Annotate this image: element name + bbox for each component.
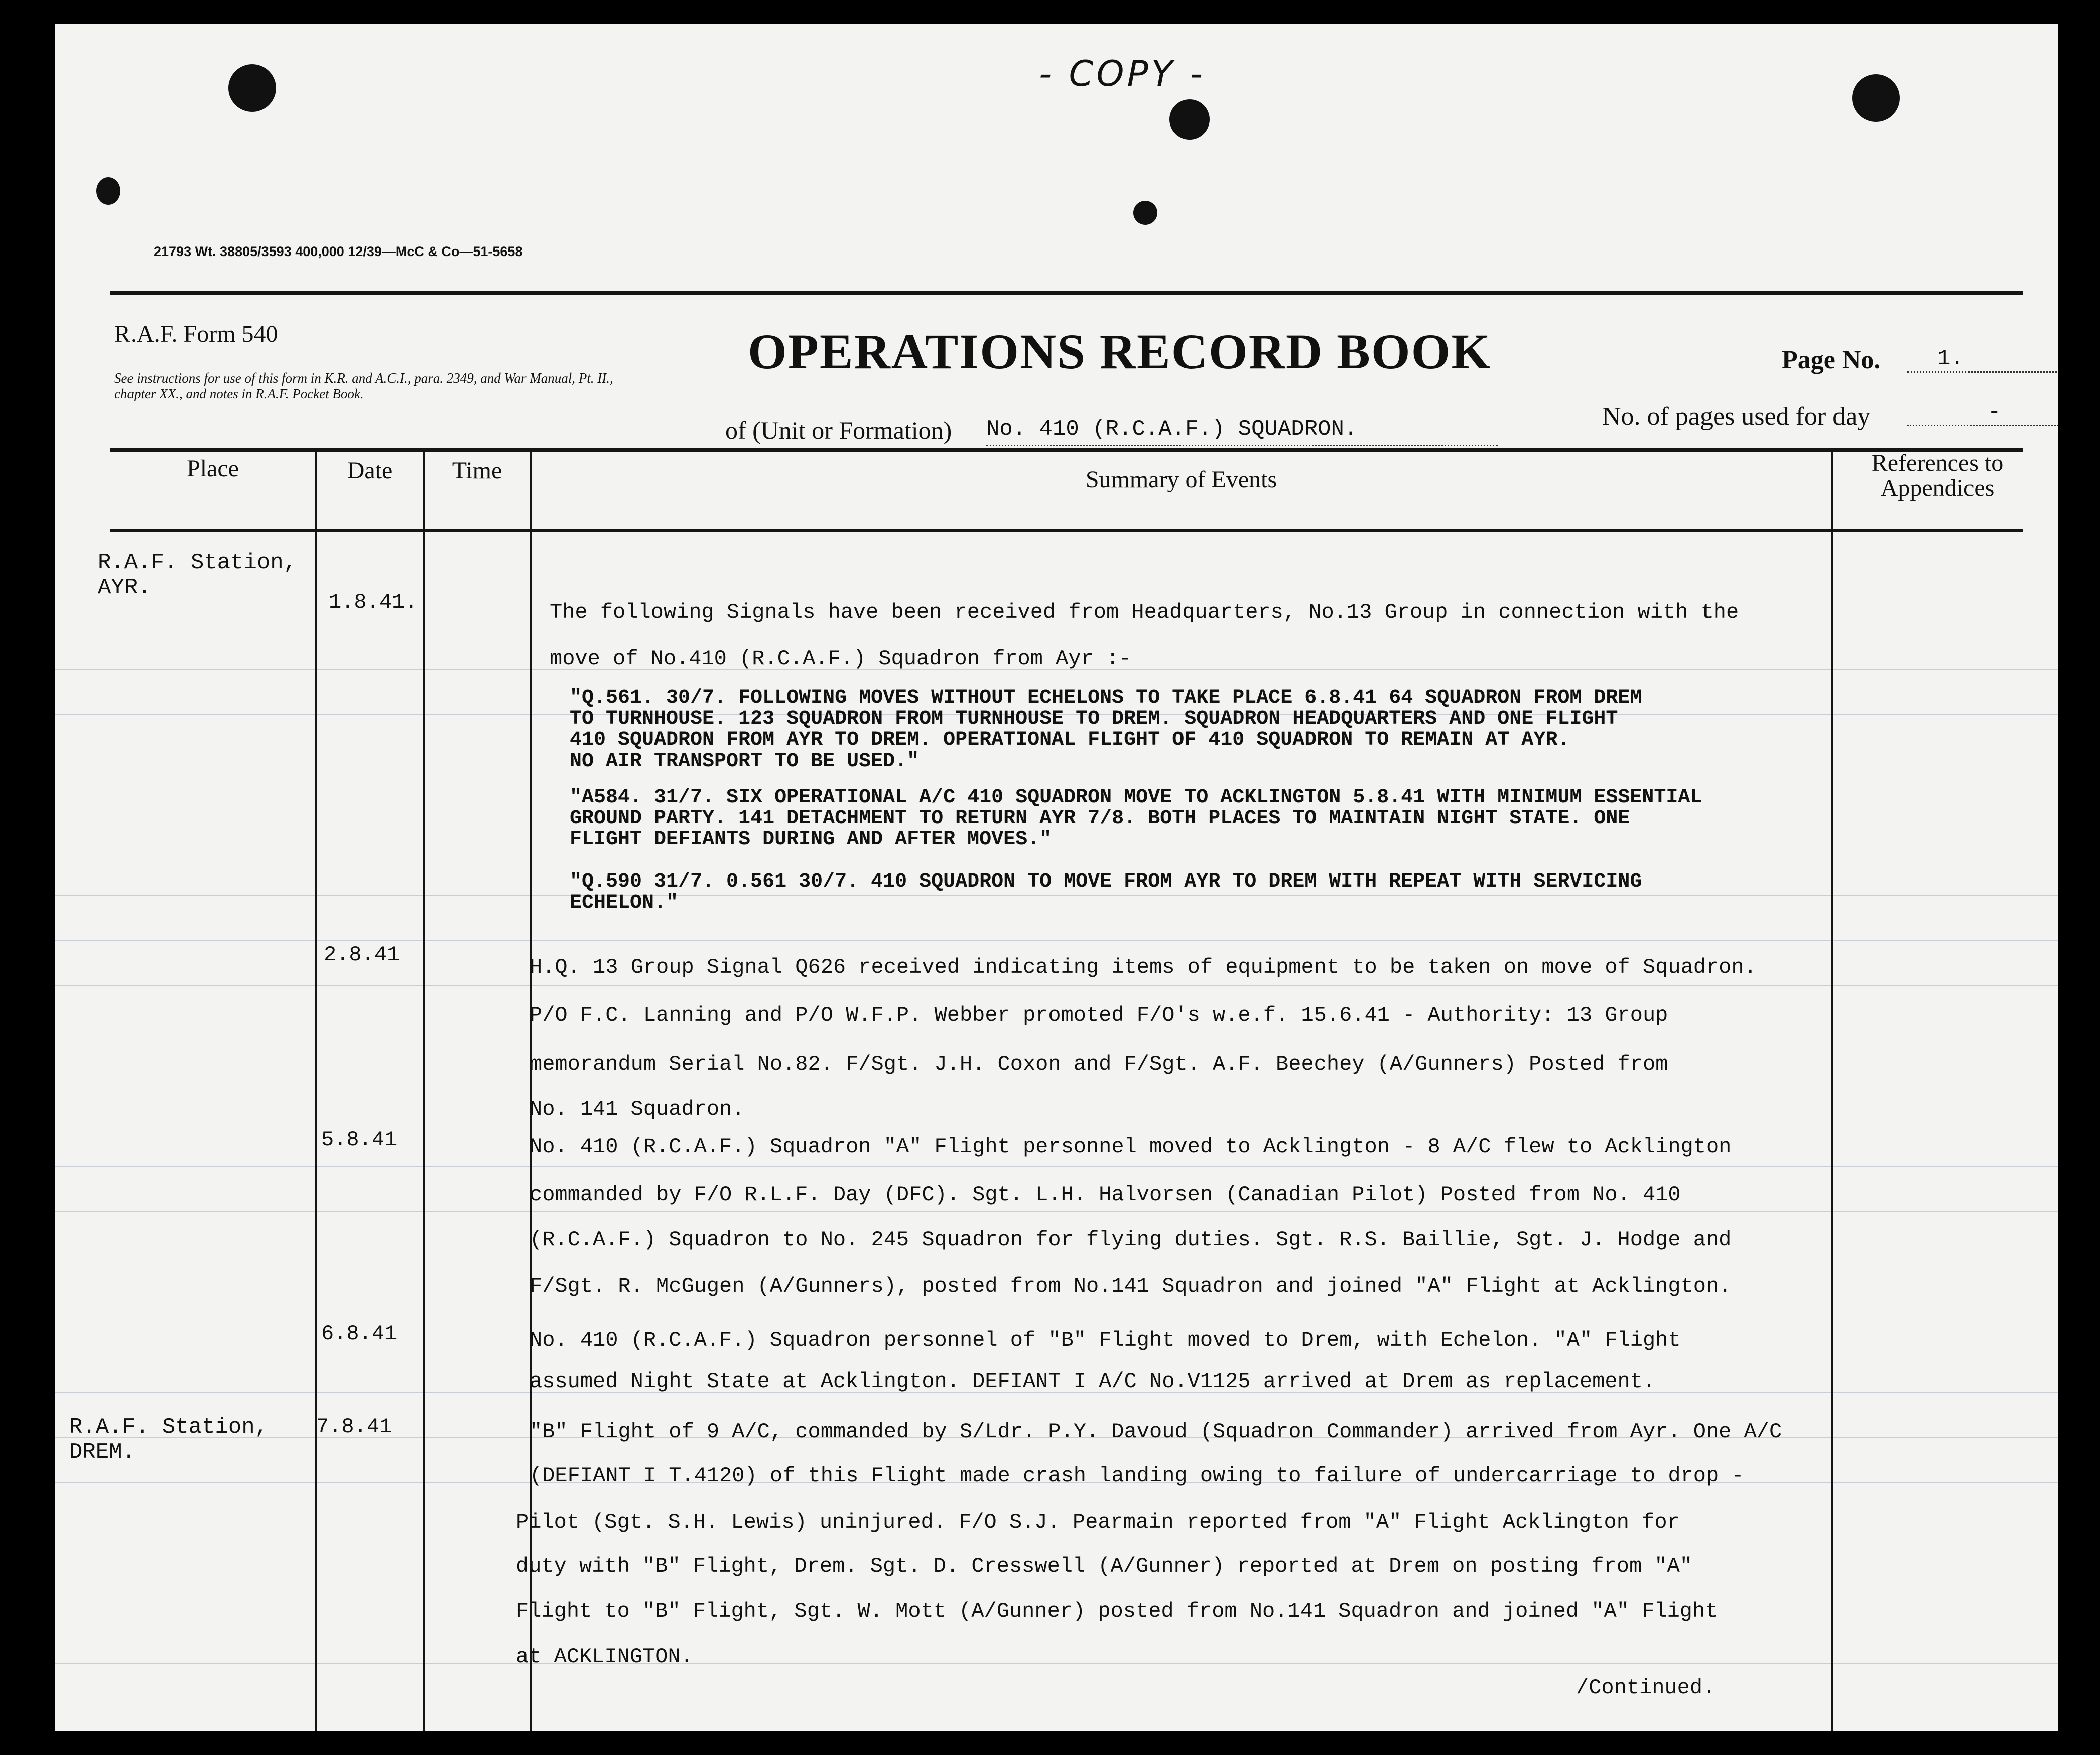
signal-line: ECHELON." (570, 892, 679, 914)
summary-line: H.Q. 13 Group Signal Q626 received indicating items of equipment to be taken on move of Squadron. (530, 955, 1757, 979)
page-number-value: 1. (1907, 346, 2058, 373)
place-ayr-line1: R.A.F. Station, (98, 550, 297, 575)
summary-line: No. 410 (R.C.A.F.) Squadron personnel of "B" Flight moved to Drem, with Echelon. "A" Flight (530, 1328, 1681, 1352)
copy-mark: - COPY - (1039, 53, 1206, 94)
form-number: R.A.F. Form 540 (114, 321, 278, 347)
pages-used-value: - (1907, 400, 2058, 426)
summary-line: Flight to "B" Flight, Sgt. W. Mott (A/Gunner) posted from No.141 Squadron and joined "A" Flight (516, 1599, 1718, 1623)
column-divider-place-date (315, 451, 317, 1731)
page-title: OPERATIONS RECORD BOOK (748, 324, 1492, 380)
date-entry: 7.8.41 (316, 1415, 392, 1439)
page-number-label: Page No. (1782, 346, 1881, 374)
binder-hole (1852, 74, 1900, 122)
top-rule (110, 291, 2023, 295)
summary-line: The following Signals have been received from Headquarters, No.13 Group in connection with the (550, 600, 1739, 624)
signal-line: 410 SQUADRON FROM AYR TO DREM. OPERATIONAL FLIGHT OF 410 SQUADRON TO REMAIN AT AYR. (570, 729, 1570, 751)
header-references: References to Appendices (1871, 450, 2004, 502)
summary-line: duty with "B" Flight, Drem. Sgt. D. Cresswell (A/Gunner) reported at Drem on posting from "A" (516, 1554, 1692, 1578)
summary-line: (R.C.A.F.) Squadron to No. 245 Squadron for flying duties. Sgt. R.S. Baillie, Sgt. J. Hodge and (530, 1228, 1732, 1252)
summary-line: (DEFIANT I T.4120) of this Flight made crash landing owing to failure of undercarriage to drop - (530, 1464, 1744, 1488)
signal-line: FLIGHT DEFIANTS DURING AND AFTER MOVES." (570, 828, 1052, 851)
summary-line: F/Sgt. R. McGugen (A/Gunners), posted from No.141 Squadron and joined "A" Flight at Acklington. (530, 1274, 1732, 1298)
continued-note: /Continued. (1576, 1676, 1716, 1700)
summary-line: Pilot (Sgt. S.H. Lewis) uninjured. F/O S.J. Pearmain reported from "A" Flight Acklington for (516, 1510, 1680, 1534)
record-page (55, 24, 2058, 1731)
signal-line: TO TURNHOUSE. 123 SQUADRON FROM TURNHOUSE TO DREM. SQUADRON HEADQUARTERS AND ONE FLIGHT (570, 708, 1618, 730)
header-bottom-rule (110, 529, 2023, 532)
signal-line: "Q.590 31/7. 0.561 30/7. 410 SQUADRON TO MOVE FROM AYR TO DREM WITH REPEAT WITH SERVICING (570, 870, 1642, 893)
header-place: Place (187, 455, 239, 482)
table-top-rule (110, 448, 2023, 452)
header-summary: Summary of Events (1085, 466, 1277, 493)
binder-hole (96, 177, 120, 205)
summary-line: at ACKLINGTON. (516, 1645, 693, 1669)
unit-value: No. 410 (R.C.A.F.) SQUADRON. (986, 417, 1498, 446)
summary-line: No. 410 (R.C.A.F.) Squadron "A" Flight personnel moved to Acklington - 8 A/C flew to Acklington (530, 1135, 1732, 1159)
binder-hole (228, 64, 276, 112)
place-drem-line1: R.A.F. Station, (69, 1415, 269, 1440)
signal-line: NO AIR TRANSPORT TO BE USED." (570, 750, 920, 773)
pages-used-label: No. of pages used for day (1602, 402, 1871, 431)
header-date: Date (347, 457, 393, 484)
summary-line: move of No.410 (R.C.A.F.) Squadron from Ayr :- (550, 647, 1132, 671)
summary-line: assumed Night State at Acklington. DEFIANT I A/C No.V1125 arrived at Drem as replacement. (530, 1369, 1656, 1394)
place-drem-line2: DREM. (69, 1440, 136, 1465)
unit-label: of (Unit or Formation) (725, 416, 952, 444)
place-ayr-line2: AYR. (98, 575, 151, 600)
binder-hole (1133, 201, 1157, 225)
summary-line: commanded by F/O R.L.F. Day (DFC). Sgt. L.H. Halvorsen (Canadian Pilot) Posted from No. 410 (530, 1183, 1681, 1207)
date-entry: 2.8.41 (324, 943, 400, 967)
signal-line: "Q.561. 30/7. FOLLOWING MOVES WITHOUT ECHELONS TO TAKE PLACE 6.8.41 64 SQUADRON FROM DREM (570, 687, 1642, 709)
date-entry: 1.8.41. (329, 590, 418, 614)
summary-line: memorandum Serial No.82. F/Sgt. J.H. Coxon and F/Sgt. A.F. Beechey (A/Gunners) Posted from (530, 1052, 1668, 1076)
signal-line: GROUND PARTY. 141 DETACHMENT TO RETURN AYR 7/8. BOTH PLACES TO MAINTAIN NIGHT STATE. ONE (570, 807, 1630, 830)
summary-line: "B" Flight of 9 A/C, commanded by S/Ldr. P.Y. Davoud (Squadron Commander) arrived from Ayr. One A/C (530, 1420, 1782, 1444)
summary-line: No. 141 Squadron. (530, 1097, 745, 1121)
column-divider-date-time (423, 451, 425, 1731)
date-entry: 6.8.41 (321, 1322, 398, 1346)
binder-hole (1169, 99, 1210, 140)
summary-line: P/O F.C. Lanning and P/O W.F.P. Webber promoted F/O's w.e.f. 15.6.41 - Authority: 13 Group (530, 1003, 1668, 1027)
print-code: 21793 Wt. 38805/3593 400,000 12/39—McC & Co—51-5658 (154, 244, 523, 259)
form-instructions: See instructions for use of this form in K.R. and A.C.I., para. 2349, and War Manual, Pt. II., chapter XX., and notes in R.A.F. Pocket Book. (114, 370, 613, 401)
header-time: Time (452, 457, 502, 484)
date-entry: 5.8.41 (321, 1127, 398, 1152)
column-divider-summary-references (1831, 451, 1833, 1731)
column-divider-time-summary (530, 451, 532, 1731)
signal-line: "A584. 31/7. SIX OPERATIONAL A/C 410 SQUADRON MOVE TO ACKLINGTON 5.8.41 WITH MINIMUM ESSENTIAL (570, 786, 1702, 809)
